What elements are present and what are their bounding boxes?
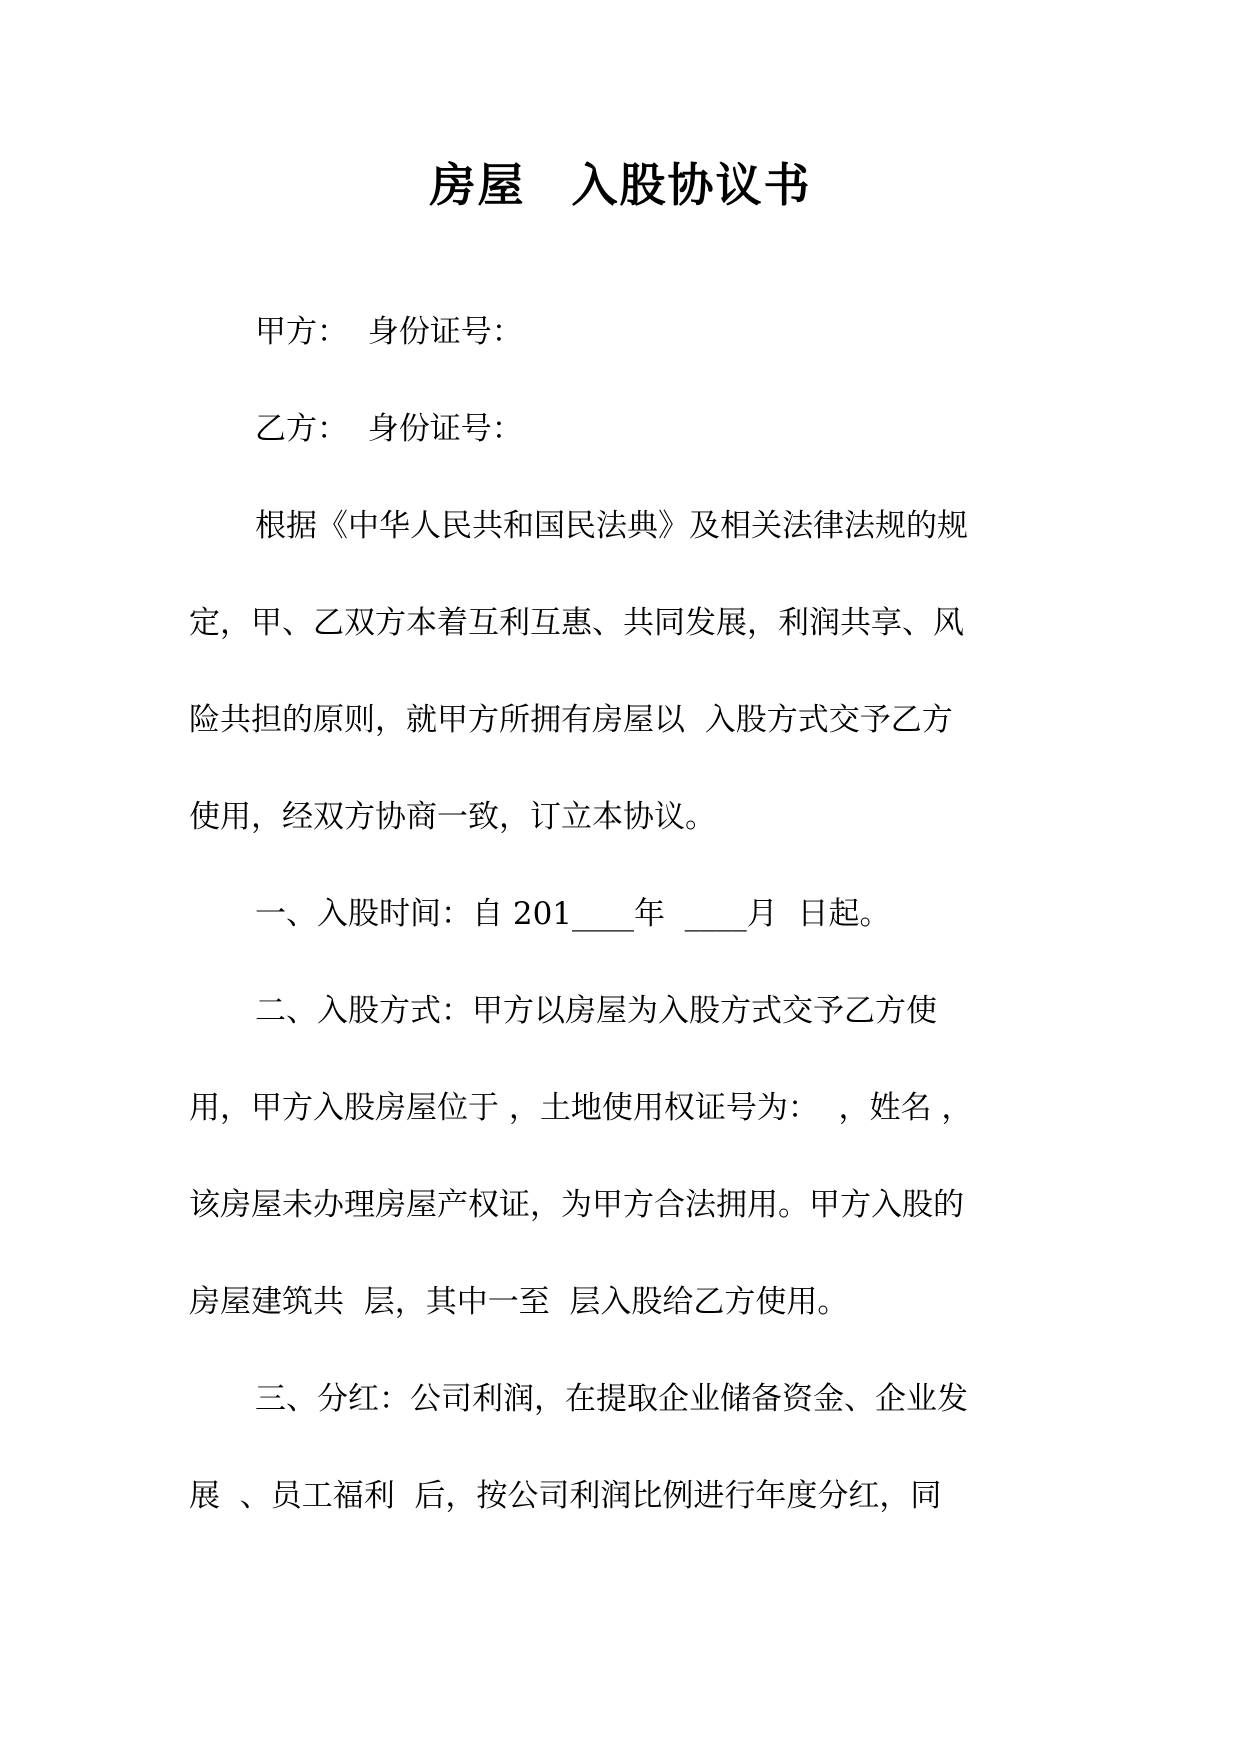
preamble-line-4: 使用，经双方协商一致，订立本协议。 [189,799,716,835]
party-a-line: 甲方： 身份证号： [255,314,523,350]
clause-3-line-2: 展 、员工福利 后，按公司利润比例进行年度分红，同 [189,1478,942,1514]
preamble-line-2: 定，甲、乙双方本着互利互惠、共同发展，利润共享、风 [189,605,964,641]
title-part-1: 房屋 [429,158,526,212]
clause-2-line-1: 二、入股方式：甲方以房屋为入股方式交予乙方使 [255,993,937,1029]
party-b-line: 乙方： 身份证号： [255,411,523,447]
clause-3-line-1: 三、分红：公司利润，在提取企业储备资金、企业发 [255,1381,968,1417]
clause-2-line-3: 该房屋未办理房屋产权证，为甲方合法拥用。甲方入股的 [189,1187,964,1223]
document-title [0,150,1241,220]
clause-2-line-4: 房屋建筑共 层，其中一至 层入股给乙方使用。 [189,1284,849,1320]
document-body [189,302,1029,1563]
clause-1-line: 一、入股时间：自 201____年 ____月 日起。 [255,896,891,932]
preamble-line-1: 根据《中华人民共和国民法典》及相关法律法规的规 [255,508,968,544]
clause-2-line-2: 用，甲方入股房屋位于 ，土地使用权证号为： ，姓名 ， [189,1090,973,1126]
title-part-2: 入股协议书 [571,158,812,212]
preamble-line-3: 险共担的原则，就甲方所拥有房屋以 入股方式交予乙方 [189,702,953,738]
